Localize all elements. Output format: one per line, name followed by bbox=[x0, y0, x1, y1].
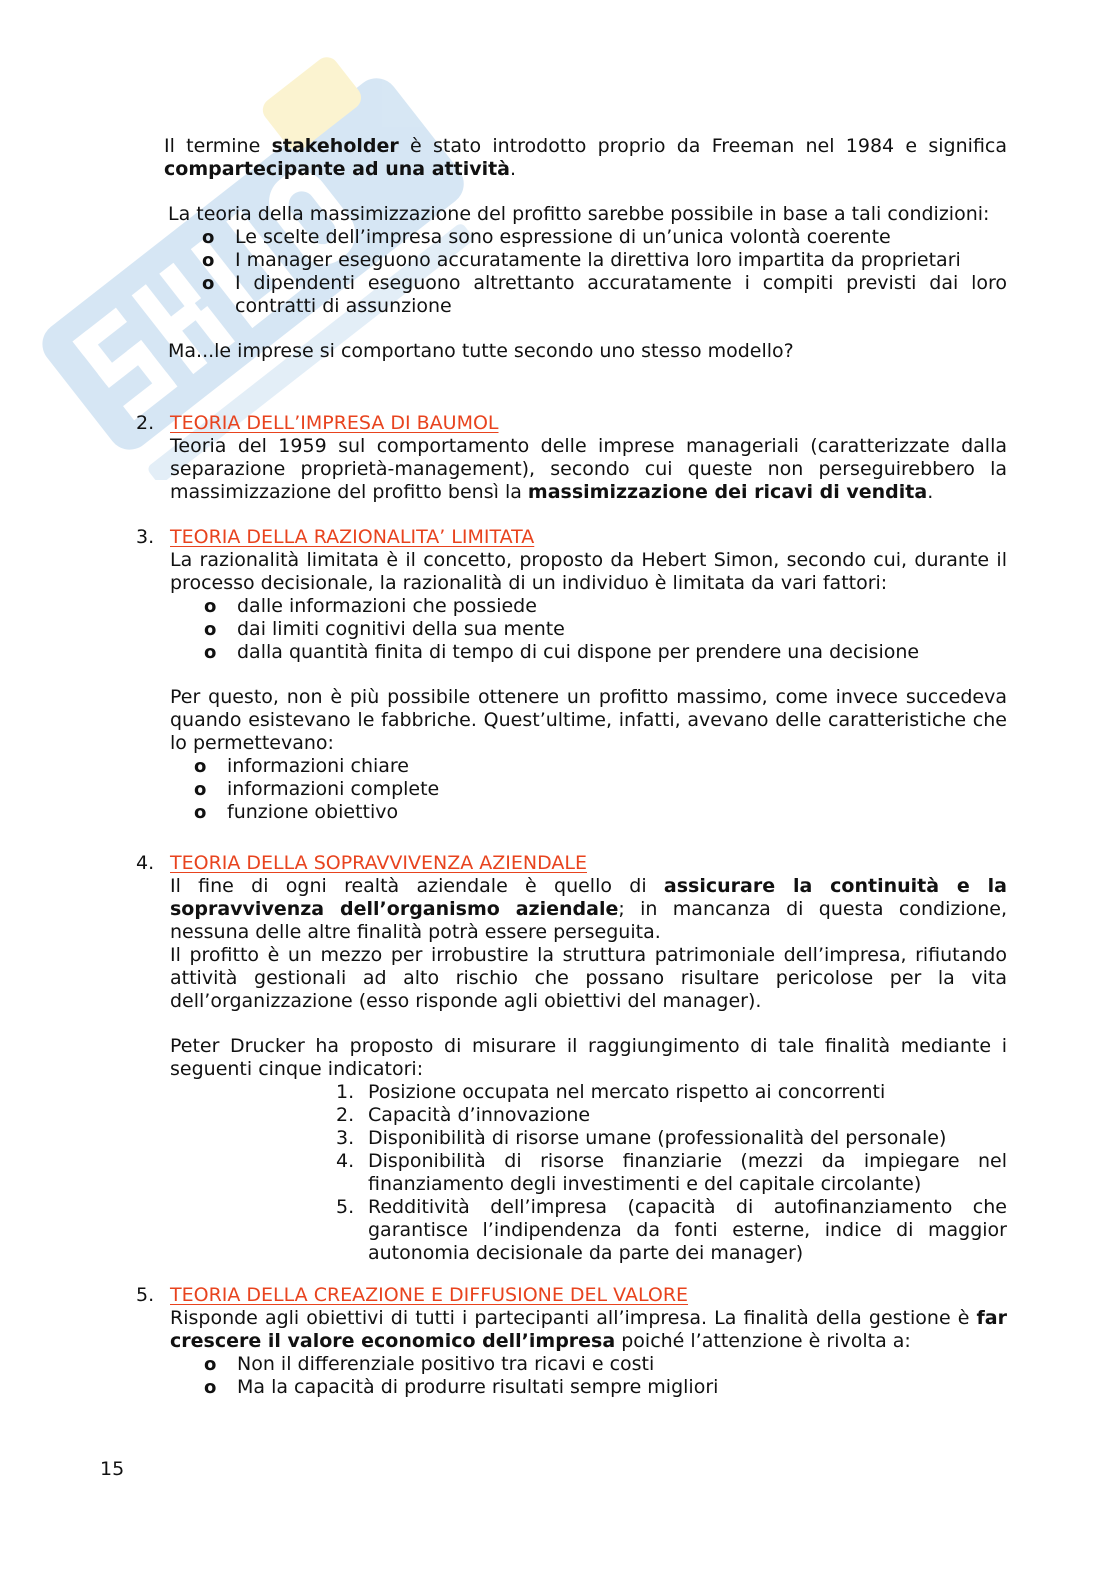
section-bounded-rationality bbox=[0, 526, 1116, 824]
list-item: 3. Disponibilità di risorse umane (professionalità del personale) bbox=[336, 1127, 947, 1149]
indicators-list bbox=[336, 1081, 1007, 1265]
list-item: o dalle informazioni che possiede bbox=[204, 595, 537, 617]
page-number: 15 bbox=[100, 1458, 125, 1480]
section-text: Il profitto è un mezzo per irrobustire la struttura patrimoniale dell’impresa, rifiutando attività gestionali ad alto rischio che possano risultare pericolose per la vita dell’organizzazione (esso risponde agli obiettivi del manager). bbox=[170, 944, 1007, 1012]
section-survival bbox=[0, 852, 1116, 1265]
list-item: o dai limiti cognitivi della sua mente bbox=[204, 618, 565, 640]
section-text: Risponde agli obiettivi di tutti i partecipanti all’impresa. La finalità della gestione è far crescere il valore economico dell’impresa poiché l’attenzione è rivolta a: bbox=[170, 1307, 1007, 1352]
features-list bbox=[194, 755, 1007, 824]
section-number: 4. bbox=[136, 852, 155, 874]
section-number: 2. bbox=[136, 412, 155, 434]
section-text: Peter Drucker ha proposto di misurare il raggiungimento di tale finalità mediante i seguenti cinque indicatori: bbox=[170, 1035, 1007, 1080]
list-item: o I manager eseguono accuratamente la direttiva loro impartita da proprietari bbox=[202, 249, 961, 271]
attention-list bbox=[204, 1353, 1007, 1399]
section-text: Teoria del 1959 sul comportamento delle imprese manageriali (caratterizzate dalla separazione proprietà-management), secondo cui queste non perseguirebbero la massimizzazione del profitto bensì la massimizzazione dei ricavi di vendita. bbox=[170, 435, 1007, 503]
factors-list bbox=[204, 595, 1007, 664]
list-item: 4. Disponibilità di risorse finanziarie (mezzi da impiegare nel finanziamento degli investimenti e del capitale circolante) bbox=[336, 1150, 1007, 1195]
conditions-list bbox=[202, 226, 1007, 318]
stakeholder-definition: compartecipante ad una attività bbox=[164, 158, 511, 180]
stakeholder-term: stakeholder bbox=[271, 135, 399, 157]
list-item: 1. Posizione occupata nel mercato rispetto ai concorrenti bbox=[336, 1081, 886, 1103]
list-item: o funzione obiettivo bbox=[194, 801, 399, 823]
list-item: 2. Capacità d’innovazione bbox=[336, 1104, 591, 1126]
question-text: Ma...le imprese si comportano tutte secondo uno stesso modello? bbox=[168, 340, 794, 362]
list-item: o informazioni complete bbox=[194, 778, 440, 800]
section-baumol bbox=[0, 412, 1116, 504]
section-value-creation bbox=[0, 1284, 1116, 1399]
list-item: o I dipendenti eseguono altrettanto accuratamente i compiti previsti dai loro contratti di assunzione bbox=[202, 272, 1007, 317]
section-text: Per questo, non è più possibile ottenere un profitto massimo, come invece succedeva quando esistevano le fabbriche. Quest’ultime, infatti, avevano delle caratteristiche che lo permettevano: bbox=[170, 686, 1007, 754]
section-title-link[interactable]: TEORIA DELLA SOPRAVVIVENZA AZIENDALE bbox=[170, 852, 587, 874]
list-item: o informazioni chiare bbox=[194, 755, 409, 777]
section-number: 3. bbox=[136, 526, 155, 548]
section-title-link[interactable]: TEORIA DELL’IMPRESA DI BAUMOL bbox=[170, 412, 499, 434]
stakeholder-paragraph: Il termine stakeholder è stato introdotto proprio da Freeman nel 1984 e significa compartecipante ad una attività. bbox=[164, 135, 1007, 180]
list-item: o dalla quantità finita di tempo di cui dispone per prendere una decisione bbox=[204, 641, 920, 663]
section-title-link[interactable]: TEORIA DELLA RAZIONALITA’ LIMITATA bbox=[170, 526, 535, 548]
section-number: 5. bbox=[136, 1284, 155, 1306]
list-item: o Ma la capacità di produrre risultati sempre migliori bbox=[204, 1376, 719, 1398]
profit-theory-paragraph: La teoria della massimizzazione del profitto sarebbe possibile in base a tali condizioni: bbox=[168, 203, 990, 225]
list-item: 5. Redditività dell’impresa (capacità di autofinanziamento che garantisce l’indipendenza da fonti esterne, indice di maggior autonomia decisionale da parte dei manager) bbox=[336, 1196, 1007, 1264]
profit-theory-block bbox=[168, 203, 1007, 363]
section-title-link[interactable]: TEORIA DELLA CREAZIONE E DIFFUSIONE DEL VALORE bbox=[170, 1284, 689, 1306]
list-item: o Non il differenziale positivo tra ricavi e costi bbox=[204, 1353, 655, 1375]
section-text: Il fine di ogni realtà aziendale è quello di assicurare la continuità e la sopravvivenza dell’organismo aziendale; in mancanza di questa condizione, nessuna delle altre finalità potrà essere perseguita. bbox=[170, 875, 1008, 943]
list-item: o Le scelte dell’impresa sono espressione di un’unica volontà coerente bbox=[202, 226, 891, 248]
section-text: La razionalità limitata è il concetto, proposto da Hebert Simon, secondo cui, durante il processo decisionale, la razionalità di un individuo è limitata da vari fattori: bbox=[170, 549, 1007, 594]
